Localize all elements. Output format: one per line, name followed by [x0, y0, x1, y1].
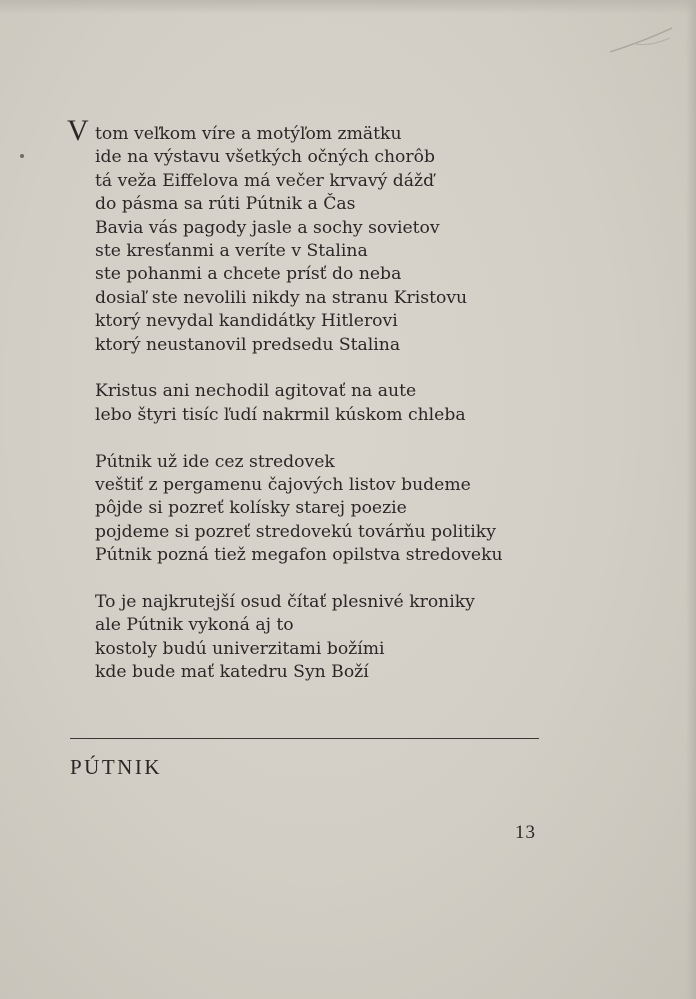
poem-line: tom veľkom víre a motýľom zmätku: [95, 124, 402, 144]
poem-line: tá veža Eiffelova má večer krvavý dážď: [95, 170, 435, 191]
poem-line: ale Pútnik vykoná aj to: [95, 615, 294, 636]
poem-line: ste kresťanmi a veríte v Stalina: [95, 241, 368, 262]
poem-line: ide na výstavu všetkých očných chorôb: [95, 147, 435, 168]
poem-body: [95, 123, 555, 708]
poem-line: Bavia vás pagody jasle a sochy sovietov: [95, 217, 440, 238]
poem-title: PÚTNIK: [70, 755, 162, 779]
page-top-shadow: [0, 0, 696, 14]
page-right-shadow: [686, 0, 696, 999]
poem-stanza-2: [95, 380, 555, 427]
poem-stanza-3: [95, 451, 555, 568]
poem-line: ktorý nevydal kandidátky Hitlerovi: [95, 311, 398, 332]
page-number: 13: [515, 822, 536, 843]
poem-line: ste pohanmi a chcete prísť do neba: [95, 264, 402, 285]
poem-stanza-4: [95, 591, 555, 685]
poem-stanza-1: [95, 123, 555, 357]
poem-line: do pásma sa rúti Pútnik a Čas: [95, 194, 356, 215]
poem-line: pôjde si pozreť kolísky starej poezie: [95, 498, 407, 519]
poem-line: kde bude mať katedru Syn Boží: [95, 662, 369, 683]
poem-line: Pútnik už ide cez stredovek: [95, 451, 335, 472]
poem-line: ktorý neustanovil predsedu Stalina: [95, 334, 401, 355]
title-divider-rule: [70, 738, 539, 739]
poem-line: pojdeme si pozreť stredovekú továrňu politiky: [95, 521, 496, 542]
poem-line: To je najkrutejší osud čítať plesnivé kroniky: [95, 592, 475, 613]
poem-line: lebo štyri tisíc ľudí nakrmil kúskom chleba: [95, 404, 466, 425]
poem-line: kostoly budú univerzitami božími: [95, 638, 385, 659]
poem-line: dosiaľ ste nevolili nikdy na stranu Kristovu: [95, 287, 468, 308]
paper-crease-mark: [606, 26, 676, 56]
paper-speck: [20, 154, 24, 158]
poem-line: veštiť z pergamenu čajových listov budeme: [95, 475, 471, 496]
poem-line: Pútnik pozná tiež megafon opilstva stredoveku: [95, 545, 503, 566]
poem-drop-cap: V: [67, 114, 89, 147]
poem-line: Kristus ani nechodil agitovať na aute: [95, 381, 417, 402]
